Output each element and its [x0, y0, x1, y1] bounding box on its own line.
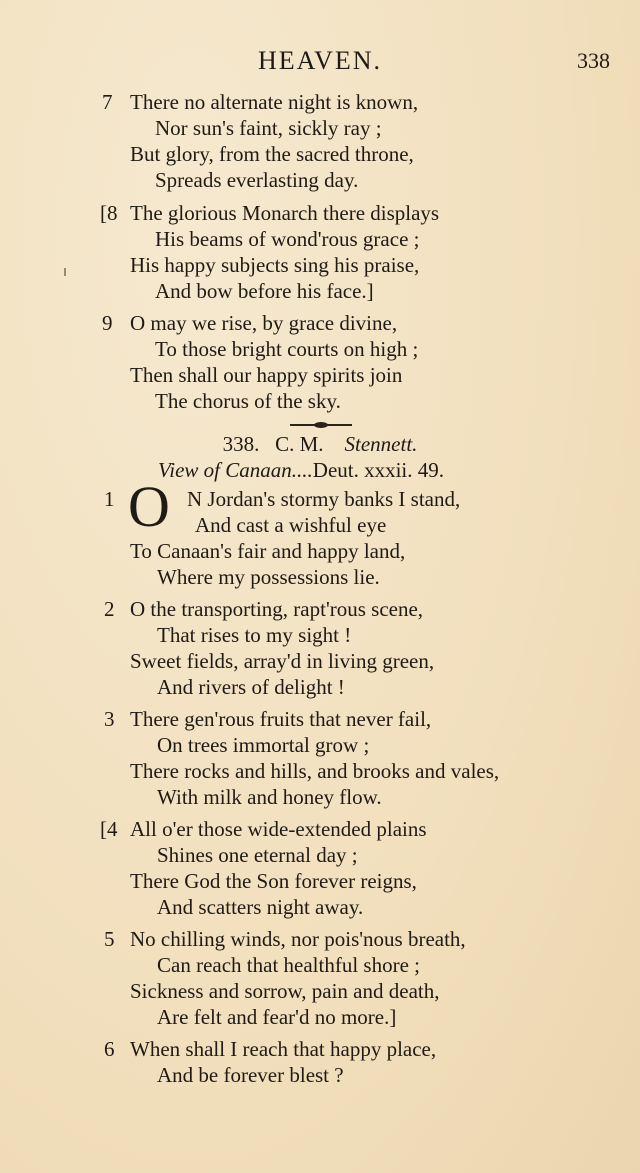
stanza-number: 6: [104, 1037, 115, 1061]
hymn-subtitle: [158, 458, 444, 483]
verse-line: There rocks and hills, and brooks and vales,: [130, 759, 500, 783]
section-divider: [290, 424, 352, 426]
verse-line: To Canaan's fair and happy land,: [130, 539, 406, 563]
stanza-number: 7: [102, 90, 113, 114]
verse-line: Nor sun's faint, sickly ray ;: [155, 116, 382, 140]
hymn-theme: View of Canaan....: [158, 458, 313, 482]
verse-line: N Jordan's stormy banks I stand,: [187, 487, 461, 511]
verse-line: Then shall our happy spirits join: [130, 363, 403, 387]
stanza-number: 5: [104, 927, 115, 951]
verse-line: The chorus of the sky.: [155, 389, 341, 413]
verse-line: Spreads everlasting day.: [155, 168, 359, 192]
verse-line: Shines one eternal day ;: [157, 843, 358, 867]
hymn-author: Stennett.: [344, 432, 418, 456]
verse-line: On trees immortal grow ;: [157, 733, 370, 757]
verse-line: His beams of wond'rous grace ;: [155, 227, 420, 251]
verse-line: That rises to my sight !: [157, 623, 352, 647]
verse-line: Are felt and fear'd no more.]: [157, 1005, 397, 1029]
verse-line: When shall I reach that happy place,: [130, 1037, 437, 1061]
verse-line: Can reach that healthful shore ;: [157, 953, 420, 977]
verse-line: His happy subjects sing his praise,: [130, 253, 420, 277]
stanza-number: 9: [102, 311, 113, 335]
verse-line: No chilling winds, nor pois'nous breath,: [130, 927, 466, 951]
hymn-number: 338.: [222, 432, 260, 456]
hymn-scripture: Deut. xxxii. 49.: [312, 458, 445, 482]
stanza-number: [4: [100, 817, 118, 841]
verse-line: With milk and honey flow.: [157, 785, 382, 809]
page-number: 338: [577, 48, 610, 73]
stanza-number: 1: [104, 487, 115, 511]
verse-line: And cast a wishful eye: [195, 513, 387, 537]
verse-line: O the transporting, rapt'rous scene,: [130, 597, 424, 621]
verse-line: The glorious Monarch there displays: [130, 201, 440, 225]
hymn-meter: C. M.: [275, 432, 324, 456]
stanza-number: [8: [100, 201, 118, 225]
verse-line: But glory, from the sacred throne,: [130, 142, 414, 166]
hymn-heading: [0, 432, 640, 457]
paper-mark: [64, 268, 66, 276]
verse-line: To those bright courts on high ;: [155, 337, 419, 361]
verse-line: Where my possessions lie.: [157, 565, 380, 589]
running-head-title: HEAVEN.: [257, 46, 383, 75]
verse-line: And bow before his face.]: [155, 279, 374, 303]
verse-line: There gen'rous fruits that never fail,: [130, 707, 432, 731]
verse-line: Sickness and sorrow, pain and death,: [130, 979, 440, 1003]
verse-line: And rivers of delight !: [157, 675, 345, 699]
verse-line: There God the Son forever reigns,: [130, 869, 417, 893]
verse-line: There no alternate night is known,: [130, 90, 419, 114]
drop-cap: O: [128, 474, 170, 539]
verse-line: O may we rise, by grace divine,: [130, 311, 398, 335]
stanza-number: 3: [104, 707, 115, 731]
verse-line: And scatters night away.: [157, 895, 364, 919]
verse-line: Sweet fields, array'd in living green,: [130, 649, 435, 673]
verse-line: And be forever blest ?: [157, 1063, 344, 1087]
stanza-number: 2: [104, 597, 115, 621]
verse-line: All o'er those wide-extended plains: [130, 817, 427, 841]
